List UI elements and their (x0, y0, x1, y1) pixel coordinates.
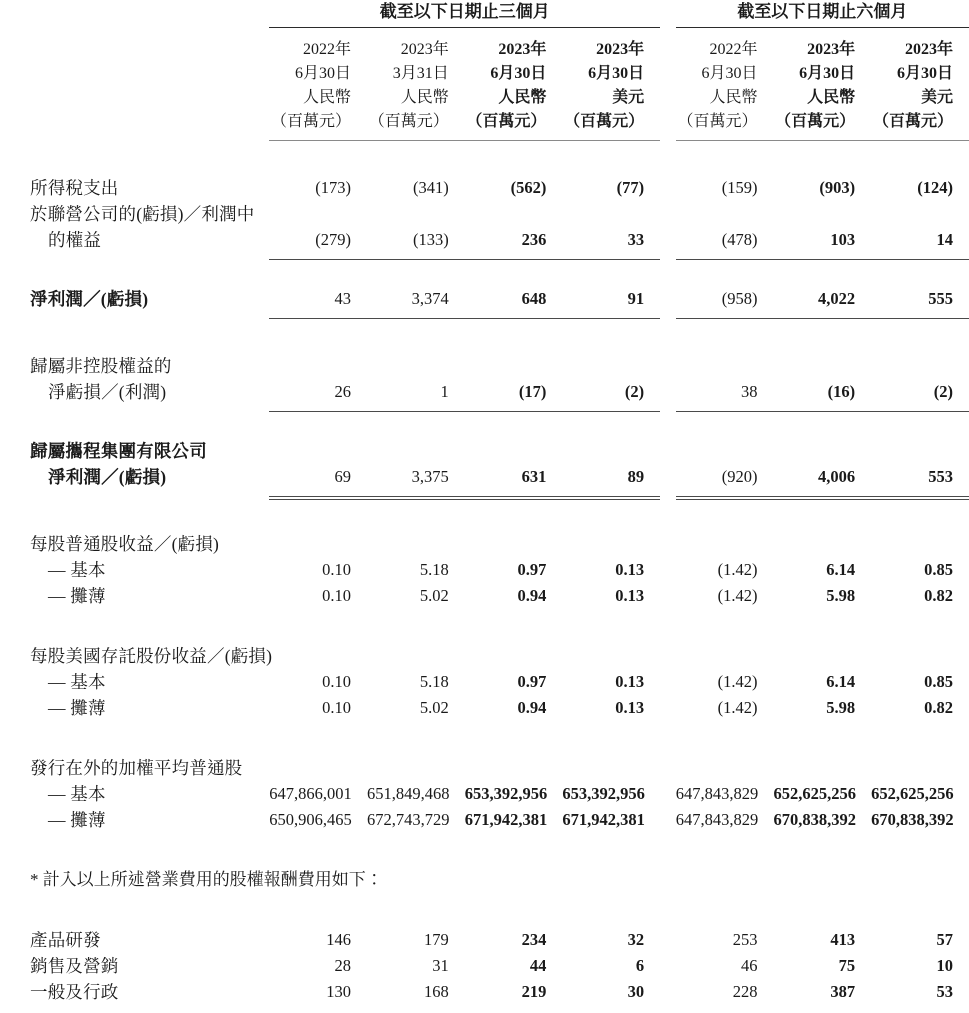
cell-sbc-sales-c2: 31 (432, 956, 449, 975)
cell-equity-affiliates-c5: (478) (721, 230, 758, 249)
post-rule-spacer-1 (0, 260, 969, 287)
cell-eps-basic-c2: 5.18 (419, 560, 449, 579)
row-label-noncontrolling-line2: 淨虧損／(利潤) (48, 382, 167, 402)
cell-net-income-c5: (958) (721, 289, 758, 308)
header-currency-row (0, 86, 969, 110)
header-col4-year: 2023年 (596, 41, 645, 58)
header-col6-date: 6月30日 (799, 65, 856, 82)
table-row-noncontrolling-line2 (0, 379, 969, 405)
cell-net-income-c7: 555 (928, 289, 953, 308)
cell-net-income-c3: 648 (521, 289, 547, 308)
row-label-sbc-product: 產品研發 (30, 930, 101, 950)
header-col3-date: 6月30日 (490, 65, 547, 82)
cell-sbc-ga-c4: 30 (627, 982, 645, 1001)
header-year-gap (660, 38, 676, 62)
cell-attributable-c4: 89 (627, 467, 645, 486)
cell-gap (660, 227, 676, 253)
cell-sbc-ga-c3: 219 (521, 982, 547, 1001)
header-col6-unit: （百萬元） (775, 113, 856, 130)
cell-ads-diluted-c3: 0.94 (517, 698, 547, 717)
header-col4-currency: 美元 (612, 89, 645, 106)
cell-wavg-basic-c2: 651,849,468 (366, 784, 450, 803)
row-label-noncontrolling-line1: 歸屬非控股權益的 (30, 356, 172, 376)
cell-noncontrolling-c7: (2) (933, 382, 953, 401)
header-col7-unit: （百萬元） (872, 113, 953, 130)
cell-sbc-product-c5: 253 (732, 930, 758, 949)
cell-wavg-diluted-c6: 670,838,392 (773, 810, 856, 829)
cell-attributable-c1: 69 (334, 467, 351, 486)
table-row-attributable-line1 (0, 438, 969, 464)
cell-ads-diluted-c1: 0.10 (322, 698, 351, 717)
cell-income-tax-c5: (159) (721, 178, 758, 197)
post-rule-spacer-3 (0, 412, 969, 439)
header-col7-year: 2023年 (904, 41, 953, 58)
cell-equity-affiliates-c6: 103 (830, 230, 856, 249)
cell-eps-diluted-c7: 0.82 (924, 586, 953, 605)
table-row-ads-header (0, 643, 969, 669)
cell-gap (660, 175, 676, 201)
header-group-six-months: 截至以下日期止六個月 (737, 2, 908, 21)
cell-eps-basic-c3: 0.97 (517, 560, 547, 579)
header-unit-gap (660, 110, 676, 134)
cell-sbc-product-c1: 146 (326, 930, 351, 949)
table-row-sbc-ga (0, 979, 969, 1005)
cell-ads-basic-c7: 0.85 (924, 672, 953, 691)
header-col6-currency: 人民幣 (807, 89, 856, 106)
footnote-sbc-spacer (0, 893, 969, 927)
cell-attributable-c3: 631 (521, 467, 547, 486)
table-row-eps-header (0, 531, 969, 557)
total-rule-c4 (562, 495, 660, 497)
cell-eps-diluted-c3: 0.94 (517, 586, 547, 605)
cell-ads-basic-c1: 0.10 (322, 672, 351, 691)
table-row-income-tax (0, 175, 969, 201)
row-label-wavg-diluted: — 攤薄 (48, 810, 106, 830)
cell-wavg-diluted-c1: 650,906,465 (269, 810, 352, 829)
total-rule-c6 (773, 495, 871, 497)
header-group-three-months: 截至以下日期止三個月 (379, 2, 550, 21)
cell-wavg-diluted-c3: 671,942,381 (464, 810, 548, 829)
cell-noncontrolling-c5: 38 (740, 382, 758, 401)
cell-ads-diluted-c5: (1.42) (717, 698, 758, 717)
header-col5-year: 2022年 (709, 41, 758, 58)
cell-income-tax-c7: (124) (917, 178, 953, 197)
cell-gap (660, 979, 676, 1005)
table-row-eps-basic (0, 557, 969, 583)
row-label-wavg-header: 發行在外的加權平均普通股 (30, 758, 243, 778)
cell-net-income-c1: 43 (334, 289, 351, 308)
total-rule-c1 (269, 495, 367, 497)
cell-gap (660, 781, 676, 807)
eps-ads-spacer (0, 609, 969, 643)
cell-sbc-sales-c7: 10 (936, 956, 953, 975)
cell-eps-diluted-c4: 0.13 (615, 586, 645, 605)
cell-wavg-diluted-c4: 671,942,381 (562, 810, 645, 829)
cell-income-tax-c1: (173) (315, 178, 351, 197)
header-unit-label (0, 110, 269, 134)
row-label-ads-header: 每股美國存託股份收益／(虧損) (30, 646, 273, 666)
post-rule-spacer-2 (0, 319, 969, 354)
header-col5-date: 6月30日 (701, 65, 758, 82)
row-label-eps-diluted: — 攤薄 (48, 586, 106, 606)
header-col2-year: 2023年 (400, 41, 449, 58)
cell-sbc-ga-c5: 228 (732, 982, 758, 1001)
header-col6-year: 2023年 (807, 41, 856, 58)
cell-attributable-c7: 553 (928, 467, 953, 486)
row-label-wavg-basic: — 基本 (48, 784, 106, 804)
cell-wavg-basic-c4: 653,392,956 (562, 784, 645, 803)
cell-sbc-ga-c1: 130 (326, 982, 351, 1001)
cell-sbc-sales-c3: 44 (529, 956, 547, 975)
header-col3-unit: （百萬元） (466, 113, 547, 130)
table-row-sbc-sales (0, 953, 969, 979)
cell-gap (660, 583, 676, 609)
header-col1-date: 6月30日 (294, 65, 351, 82)
row-empty-attributable-line1 (269, 438, 969, 464)
header-col1-year: 2022年 (302, 41, 351, 58)
cell-net-income-c4: 91 (627, 289, 645, 308)
cell-income-tax-c4: (77) (616, 178, 645, 197)
table-row-wavg-basic (0, 781, 969, 807)
header-col3-currency: 人民幣 (498, 89, 547, 106)
row-label-ads-diluted: — 攤薄 (48, 698, 106, 718)
table-row-sbc-product (0, 927, 969, 953)
cell-gap (660, 557, 676, 583)
cell-wavg-basic-c5: 647,843,829 (675, 784, 759, 803)
cell-gap (660, 807, 676, 833)
header-col2-date: 3月31日 (392, 65, 449, 82)
cell-noncontrolling-c4: (2) (624, 382, 645, 401)
cell-wavg-basic-c7: 652,625,256 (871, 784, 954, 803)
cell-eps-diluted-c2: 5.02 (419, 586, 449, 605)
total-rule-c7 (871, 495, 969, 497)
header-group-row (0, 0, 969, 26)
header-col5-unit: （百萬元） (677, 113, 758, 130)
table-row-wavg-header (0, 755, 969, 781)
cell-wavg-basic-c6: 652,625,256 (773, 784, 856, 803)
header-col1-unit: （百萬元） (270, 113, 351, 130)
cell-eps-basic-c7: 0.85 (924, 560, 953, 579)
cell-gap (660, 927, 676, 953)
cell-eps-basic-c4: 0.13 (615, 560, 645, 579)
row-label-income-tax: 所得稅支出 (30, 178, 119, 198)
header-col4-date: 6月30日 (588, 65, 645, 82)
row-label-attributable-line2: 淨利潤／(虧損) (48, 467, 167, 487)
footnote-text: * 計入以上所述營業費用的股權報酬費用如下： (30, 870, 383, 889)
cell-eps-basic-c5: (1.42) (717, 560, 758, 579)
header-col2-unit: （百萬元） (368, 113, 449, 130)
post-header-spacer (0, 141, 969, 176)
table-row-ads-basic (0, 669, 969, 695)
row-empty-ads-header (269, 643, 969, 669)
cell-income-tax-c3: (562) (510, 178, 547, 197)
cell-equity-affiliates-c1: (279) (315, 230, 351, 249)
header-col3-year: 2023年 (498, 41, 547, 58)
table-row-eps-diluted (0, 583, 969, 609)
header-col7-currency: 美元 (920, 89, 953, 106)
cell-eps-basic-c1: 0.10 (322, 560, 351, 579)
table-row-net-income (0, 286, 969, 312)
cell-sbc-product-c6: 413 (830, 930, 856, 949)
cell-sbc-product-c3: 234 (521, 930, 547, 949)
cell-gap (660, 953, 676, 979)
cell-equity-affiliates-c4: 33 (627, 230, 645, 249)
cell-noncontrolling-c6: (16) (827, 382, 856, 401)
row-label-eps-basic: — 基本 (48, 560, 106, 580)
header-year-label (0, 38, 269, 62)
cell-equity-affiliates-c3: 236 (521, 230, 547, 249)
row-label-eps-header: 每股普通股收益／(虧損) (30, 534, 220, 554)
row-label-net-income: 淨利潤／(虧損) (30, 289, 149, 309)
cell-sbc-product-c4: 32 (627, 930, 645, 949)
cell-ads-diluted-c6: 5.98 (826, 698, 856, 717)
header-col2-currency: 人民幣 (400, 89, 449, 106)
header-gap (660, 0, 676, 26)
row-label-sbc-sales: 銷售及營銷 (30, 956, 119, 976)
table-row-wavg-diluted (0, 807, 969, 833)
cell-ads-diluted-c2: 5.02 (419, 698, 449, 717)
cell-gap (660, 669, 676, 695)
header-col7-date: 6月30日 (896, 65, 953, 82)
cell-sbc-sales-c5: 46 (740, 956, 758, 975)
row-label-equity-affiliates-line1: 於聯營公司的(虧損)／利潤中 (30, 204, 255, 224)
cell-income-tax-c2: (341) (412, 178, 449, 197)
header-year-row (0, 38, 969, 62)
cell-sbc-sales-c1: 28 (334, 956, 351, 975)
total-rule-c2 (367, 495, 465, 497)
ads-wavg-spacer (0, 721, 969, 755)
table-row-noncontrolling-line1 (0, 353, 969, 379)
table-row-ads-diluted (0, 695, 969, 721)
cell-net-income-c6: 4,022 (818, 289, 856, 308)
cell-ads-basic-c5: (1.42) (717, 672, 758, 691)
header-date-row (0, 62, 969, 86)
total-rule-c3 (465, 495, 563, 497)
row-label-attributable-line1: 歸屬攜程集團有限公司 (30, 441, 207, 461)
header-date-label (0, 62, 269, 86)
cell-wavg-diluted-c2: 672,743,729 (366, 810, 450, 829)
cell-gap (660, 286, 676, 312)
cell-ads-diluted-c4: 0.13 (615, 698, 645, 717)
cell-ads-basic-c6: 6.14 (826, 672, 856, 691)
cell-gap (660, 379, 676, 405)
cell-wavg-basic-c3: 653,392,956 (464, 784, 548, 803)
cell-attributable-c2: 3,375 (411, 467, 449, 486)
header-col1-currency: 人民幣 (302, 89, 351, 106)
header-date-gap (660, 62, 676, 86)
cell-equity-affiliates-c7: 14 (936, 230, 953, 249)
row-empty-noncontrolling-line1 (269, 353, 969, 379)
row-label-sbc-ga: 一般及行政 (30, 982, 119, 1002)
header-currency-label (0, 86, 269, 110)
cell-eps-diluted-c5: (1.42) (717, 586, 758, 605)
cell-income-tax-c6: (903) (819, 178, 856, 197)
cell-equity-affiliates-c2: (133) (412, 230, 449, 249)
header-col4-unit: （百萬元） (564, 113, 645, 130)
cell-ads-basic-c3: 0.97 (517, 672, 547, 691)
table-row-footnote (0, 867, 969, 893)
table-row-attributable-line2 (0, 464, 969, 490)
cell-noncontrolling-c3: (17) (518, 382, 547, 401)
cell-wavg-diluted-c7: 670,838,392 (871, 810, 954, 829)
header-unit-row (0, 110, 969, 134)
cell-sbc-ga-c2: 168 (423, 982, 449, 1001)
cell-sbc-sales-c6: 75 (838, 956, 856, 975)
header-col5-currency: 人民幣 (709, 89, 758, 106)
cell-wavg-basic-c1: 647,866,001 (269, 784, 352, 803)
cell-wavg-diluted-c5: 647,843,829 (675, 810, 759, 829)
cell-noncontrolling-c2: 1 (440, 382, 449, 401)
cell-ads-basic-c2: 5.18 (419, 672, 449, 691)
header-spacer (0, 0, 269, 26)
cell-attributable-c6: 4,006 (818, 467, 856, 486)
cell-sbc-sales-c4: 6 (635, 956, 645, 975)
cell-ads-diluted-c7: 0.82 (924, 698, 953, 717)
cell-eps-basic-c6: 6.14 (826, 560, 856, 579)
post-total-spacer (0, 497, 969, 532)
cell-eps-diluted-c6: 5.98 (826, 586, 856, 605)
wavg-footnote-spacer (0, 833, 969, 867)
cell-sbc-ga-c6: 387 (830, 982, 856, 1001)
cell-sbc-ga-c7: 53 (936, 982, 953, 1001)
cell-sbc-product-c2: 179 (423, 930, 449, 949)
table-row-equity-affiliates-line2 (0, 227, 969, 253)
row-empty-eps-header (269, 531, 969, 557)
cell-ads-basic-c4: 0.13 (615, 672, 645, 691)
cell-gap (660, 464, 676, 490)
row-empty-equity-line1 (269, 201, 969, 227)
cell-net-income-c2: 3,374 (411, 289, 449, 308)
row-label-ads-basic: — 基本 (48, 672, 106, 692)
header-spacer-row (0, 28, 969, 39)
cell-sbc-product-c7: 57 (936, 930, 953, 949)
table-row-equity-affiliates-line1 (0, 201, 969, 227)
header-currency-gap (660, 86, 676, 110)
cell-eps-diluted-c1: 0.10 (322, 586, 351, 605)
cell-attributable-c5: (920) (721, 467, 758, 486)
cell-noncontrolling-c1: 26 (334, 382, 351, 401)
row-empty-wavg-header (269, 755, 969, 781)
total-rule-c5 (676, 495, 774, 497)
row-label-equity-affiliates-line2: 的權益 (48, 230, 102, 250)
cell-gap (660, 695, 676, 721)
